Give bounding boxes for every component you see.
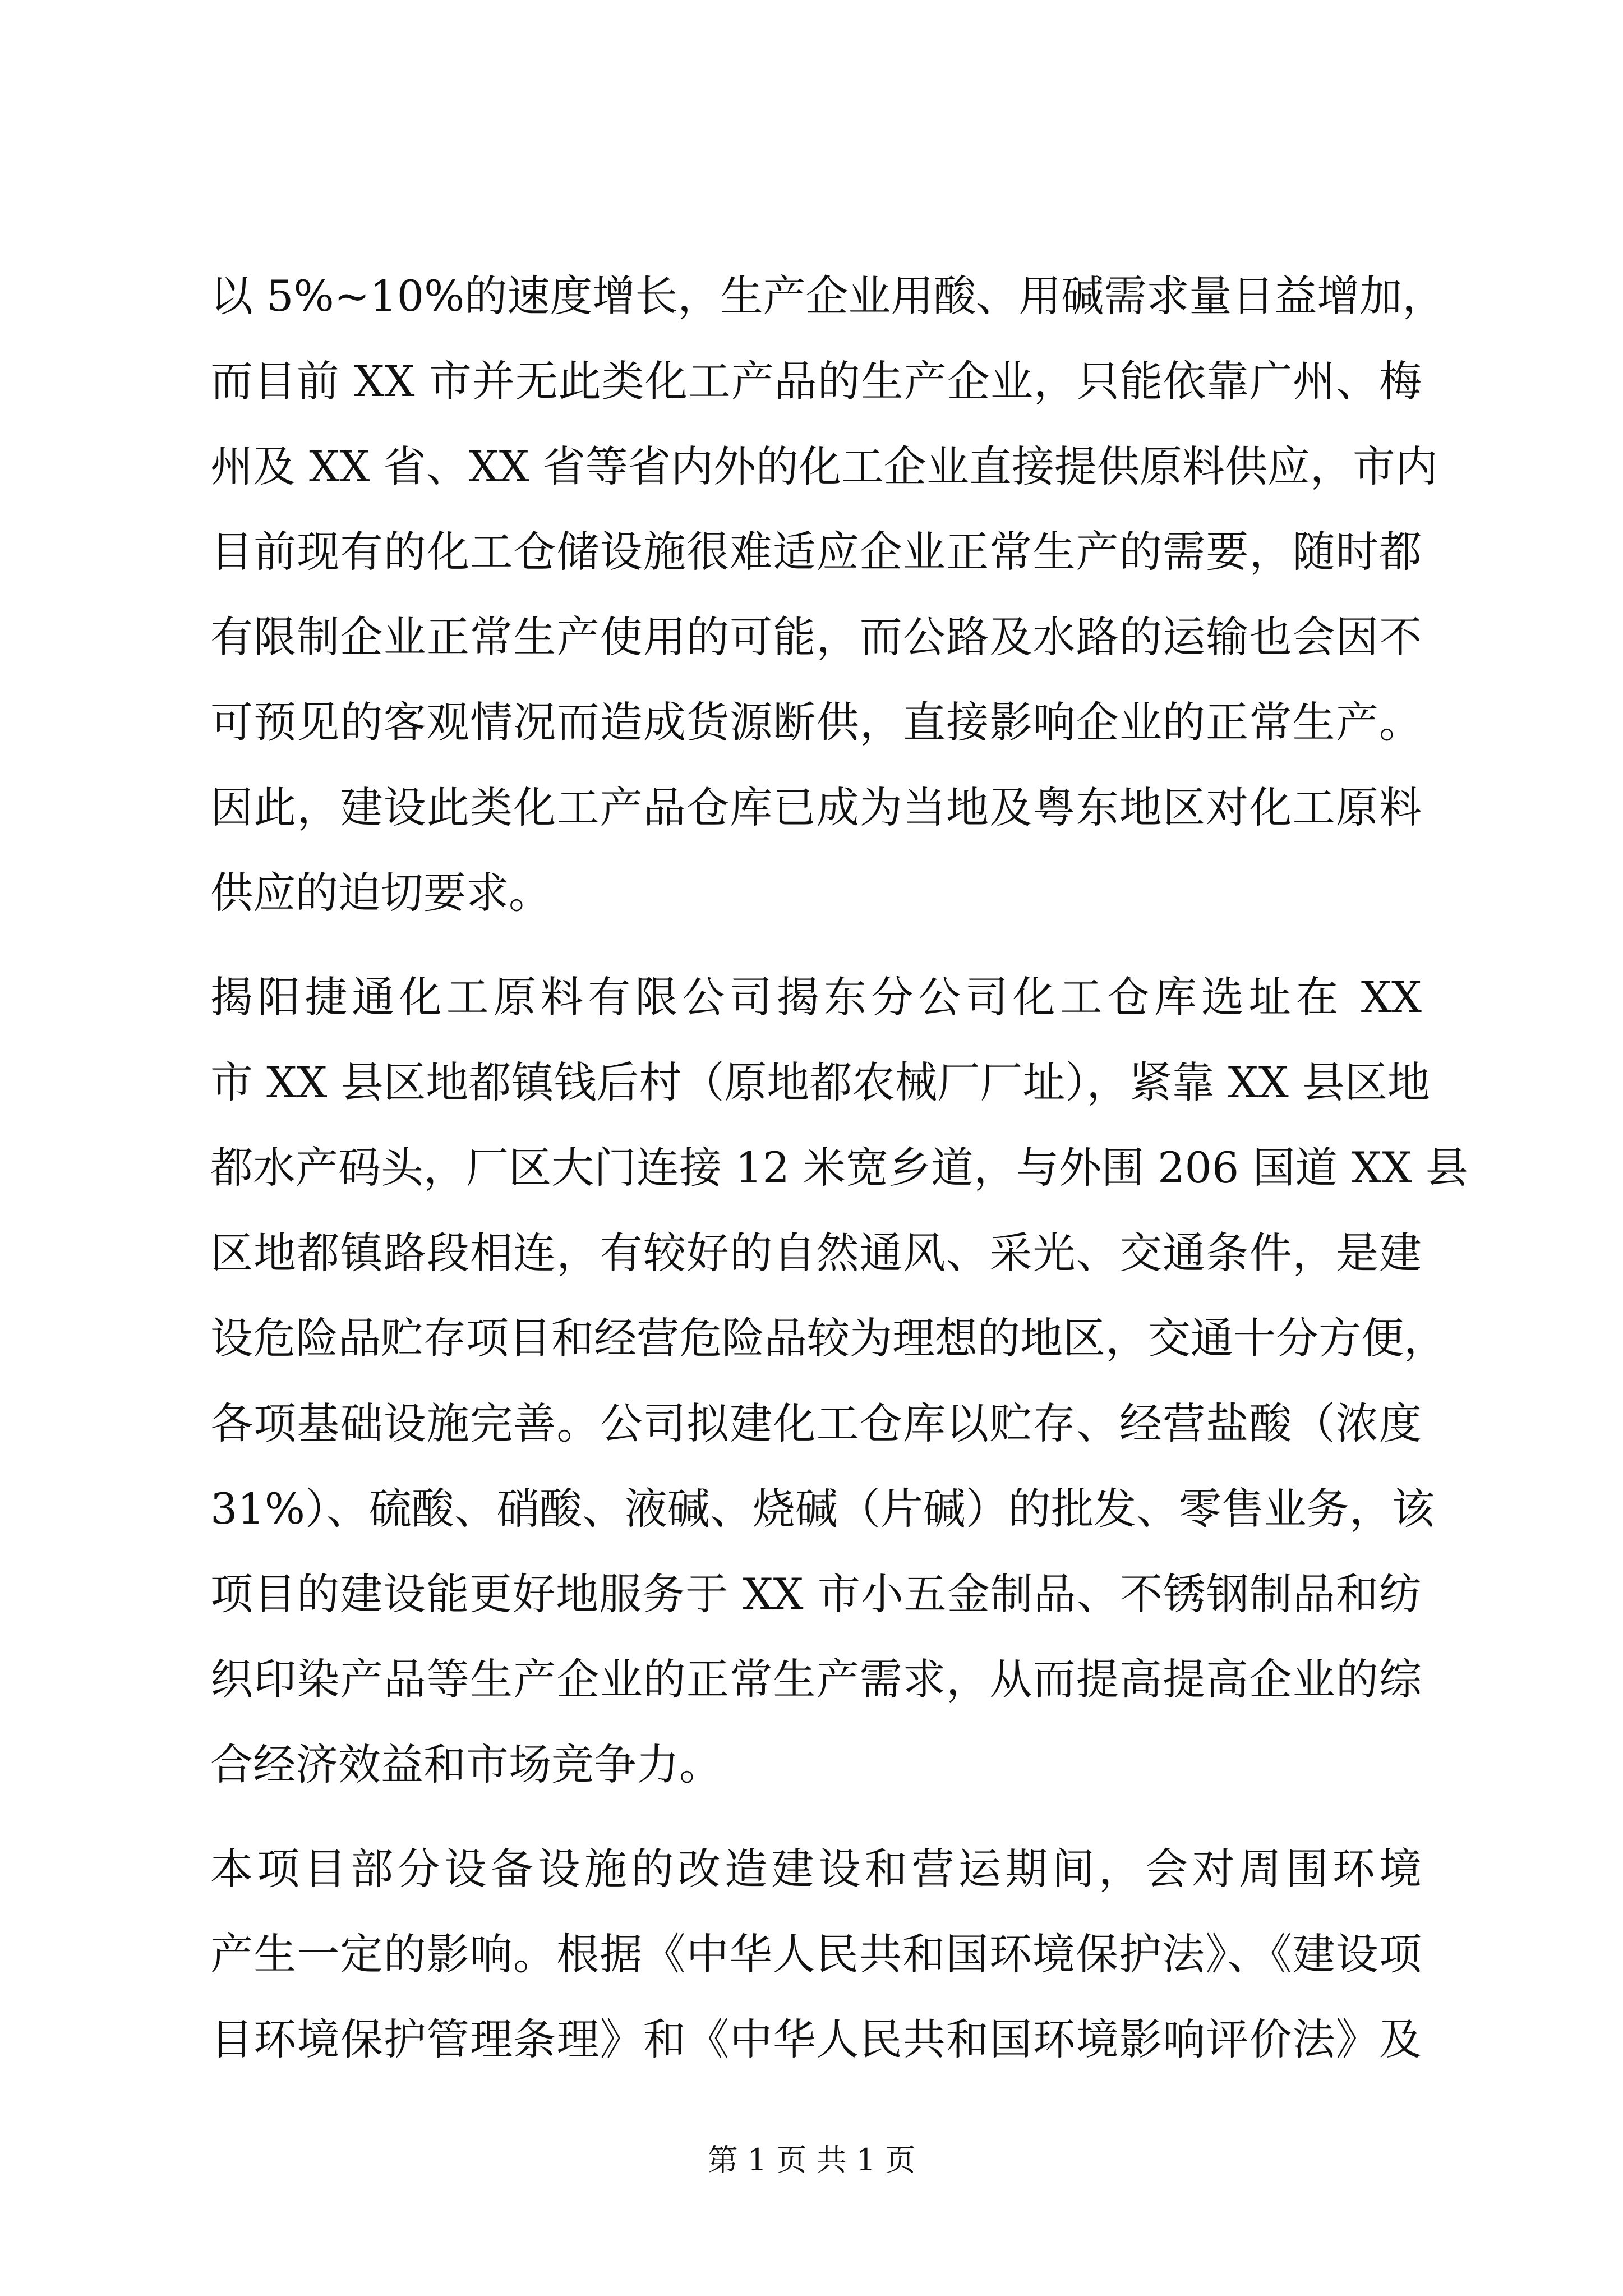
document-body bbox=[210, 254, 1468, 2082]
text-line: 各项基础设施完善。公司拟建化工仓库以贮存、经营盐酸（浓度 bbox=[210, 1398, 1422, 1448]
text-line: 揭阳捷通化工原料有限公司揭东分公司化工仓库选址在 XX bbox=[210, 972, 1422, 1022]
text-line: 项目的建设能更好地服务于 XX 市小五金制品、不锈钢制品和纺 bbox=[210, 1569, 1422, 1619]
page-number-footer: 第 1 页 共 1 页 bbox=[707, 2142, 916, 2178]
text-line: 因此，建设此类化工产品仓库已成为当地及粤东地区对化工原料 bbox=[210, 783, 1422, 832]
text-line: 目环境保护管理条理》和《中华人民共和国环境影响评价法》及 bbox=[210, 2014, 1422, 2064]
text-line: 市 XX 县区地都镇钱后村（原地都农械厂厂址），紧靠 XX 县区地 bbox=[210, 1057, 1431, 1107]
text-line: 合经济效益和市场竞争力。 bbox=[210, 1740, 722, 1789]
text-line: 区地都镇路段相连，有较好的自然通风、采光、交通条件，是建 bbox=[210, 1228, 1422, 1278]
text-line: 以 5%~10%的速度增长，生产企业用酸、用碱需求量日益增加， bbox=[210, 271, 1445, 321]
text-line: 可预见的客观情况而造成货源断供，直接影响企业的正常生产。 bbox=[210, 697, 1422, 747]
text-line: 织印染产品等生产企业的正常生产需求，从而提高提高企业的综 bbox=[210, 1654, 1422, 1704]
text-line: 本项目部分设备设施的改造建设和营运期间，会对周围环境 bbox=[210, 1844, 1422, 1894]
text-line: 有限制企业正常生产使用的可能，而公路及水路的运输也会因不 bbox=[210, 612, 1422, 662]
text-line: 州及 XX 省、XX 省等省内外的化工企业直接提供原料供应，市内 bbox=[210, 441, 1438, 491]
text-line: 都水产码头，厂区大门连接 12 米宽乡道，与外围 206 国道 XX 县 bbox=[210, 1143, 1468, 1193]
text-line: 供应的迫切要求。 bbox=[210, 868, 551, 918]
text-line: 而目前 XX 市并无此类化工产品的生产企业，只能依靠广州、梅 bbox=[210, 356, 1422, 406]
text-line: 31%）、硫酸、硝酸、液碱、烧碱（片碱）的批发、零售业务，该 bbox=[210, 1484, 1435, 1534]
text-line: 产生一定的影响。根据《中华人民共和国环境保护法》、《建设项 bbox=[210, 1929, 1422, 1979]
text-line: 目前现有的化工仓储设施很难适应企业正常生产的需要，随时都 bbox=[210, 527, 1422, 577]
text-line: 设危险品贮存项目和经营危险品较为理想的地区，交通十分方便， bbox=[210, 1313, 1446, 1363]
